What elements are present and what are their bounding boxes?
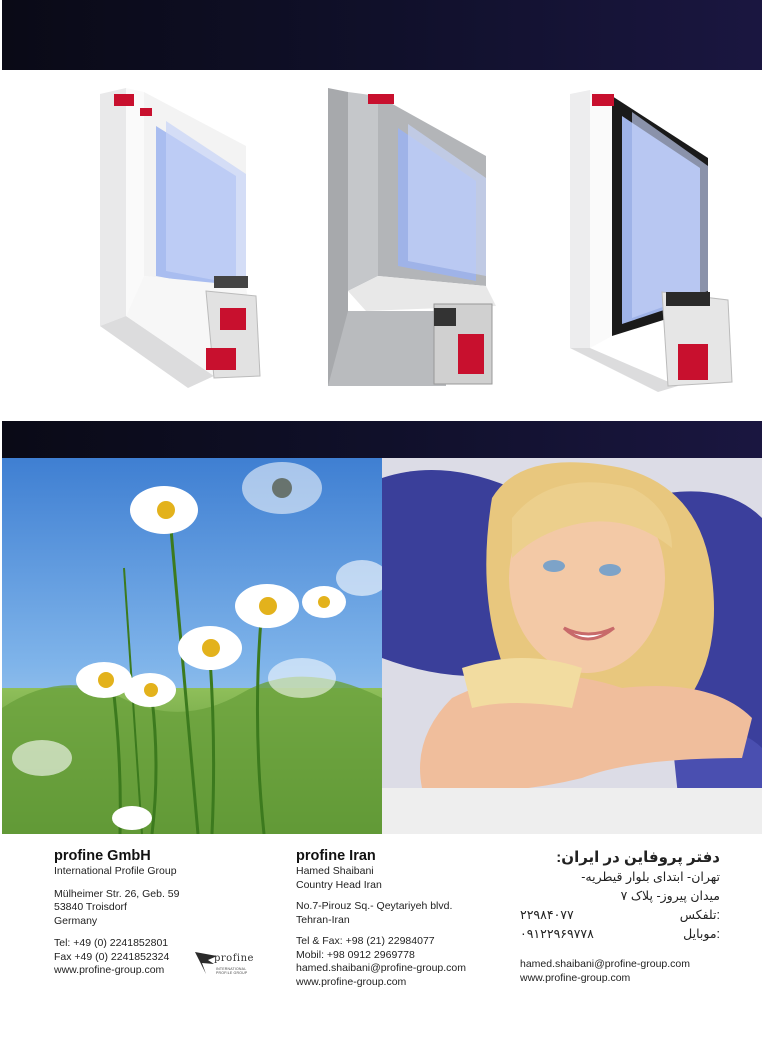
- mobile-label: موبایل:: [683, 927, 720, 941]
- top-banner: [2, 0, 762, 70]
- telephone-value: ۲۲۹۸۴۰۷۷: [520, 908, 574, 922]
- address-street: Mülheimer Str. 26, Geb. 59: [54, 887, 180, 900]
- company-name: profine Iran: [296, 848, 376, 864]
- telephone-row: [520, 906, 720, 925]
- contact-germany: [54, 848, 179, 978]
- address-city: 53840 Troisdorf: [54, 901, 127, 913]
- address-line-1: No.7-Pirouz Sq.- Qeytariyeh blvd.: [296, 900, 453, 912]
- address-line-2: میدان پیروز- پلاک ۷: [620, 889, 720, 903]
- company-name: profine GmbH: [54, 848, 151, 864]
- office-title: دفتر پروفاین در ایران:: [556, 849, 720, 866]
- profine-logo: [194, 950, 264, 986]
- smiling-girl-photo: [382, 458, 762, 834]
- fax: Fax +49 (0) 2241852324: [54, 950, 170, 963]
- telephone-fax: Tel & Fax: +98 (21) 22984077: [296, 935, 435, 947]
- email-link[interactable]: hamed.shaibani@profine-group.com: [520, 958, 691, 970]
- telephone-label: تلفکس:: [679, 908, 720, 922]
- address-line-2: Tehran-Iran: [296, 913, 350, 926]
- contact-person: Hamed Shaibani: [296, 865, 374, 877]
- address-country: Germany: [54, 914, 98, 927]
- address-line-1: تهران- ابتدای بلوار قیطریه-: [581, 870, 720, 884]
- website-link[interactable]: www.profine-group.com: [520, 971, 631, 984]
- middle-banner: [2, 421, 762, 458]
- mobile: Mobil: +98 0912 2969778: [296, 948, 415, 961]
- email-link[interactable]: hamed.shaibani@profine-group.com: [296, 962, 467, 974]
- telephone: Tel: +49 (0) 2241852801: [54, 937, 169, 949]
- mobile-value: ۰۹۱۲۲۹۶۹۷۷۸: [520, 927, 594, 941]
- mobile-row: [520, 925, 720, 944]
- window-profile-white: [96, 86, 266, 396]
- daisy-meadow-photo: [2, 458, 382, 834]
- contact-role: Country Head Iran: [296, 878, 382, 891]
- company-group: International Profile Group: [54, 865, 177, 877]
- contact-iran: [296, 848, 466, 989]
- logo-subtext: INTERNATIONAL PROFILE GROUP: [216, 967, 248, 975]
- contact-iran-persian: [520, 848, 720, 985]
- logo-wordmark: profine: [214, 953, 254, 964]
- website-link[interactable]: www.profine-group.com: [296, 975, 407, 988]
- window-profile-white-black-frame: [568, 86, 738, 396]
- window-profile-silver: [326, 86, 510, 396]
- website-link[interactable]: www.profine-group.com: [54, 964, 165, 976]
